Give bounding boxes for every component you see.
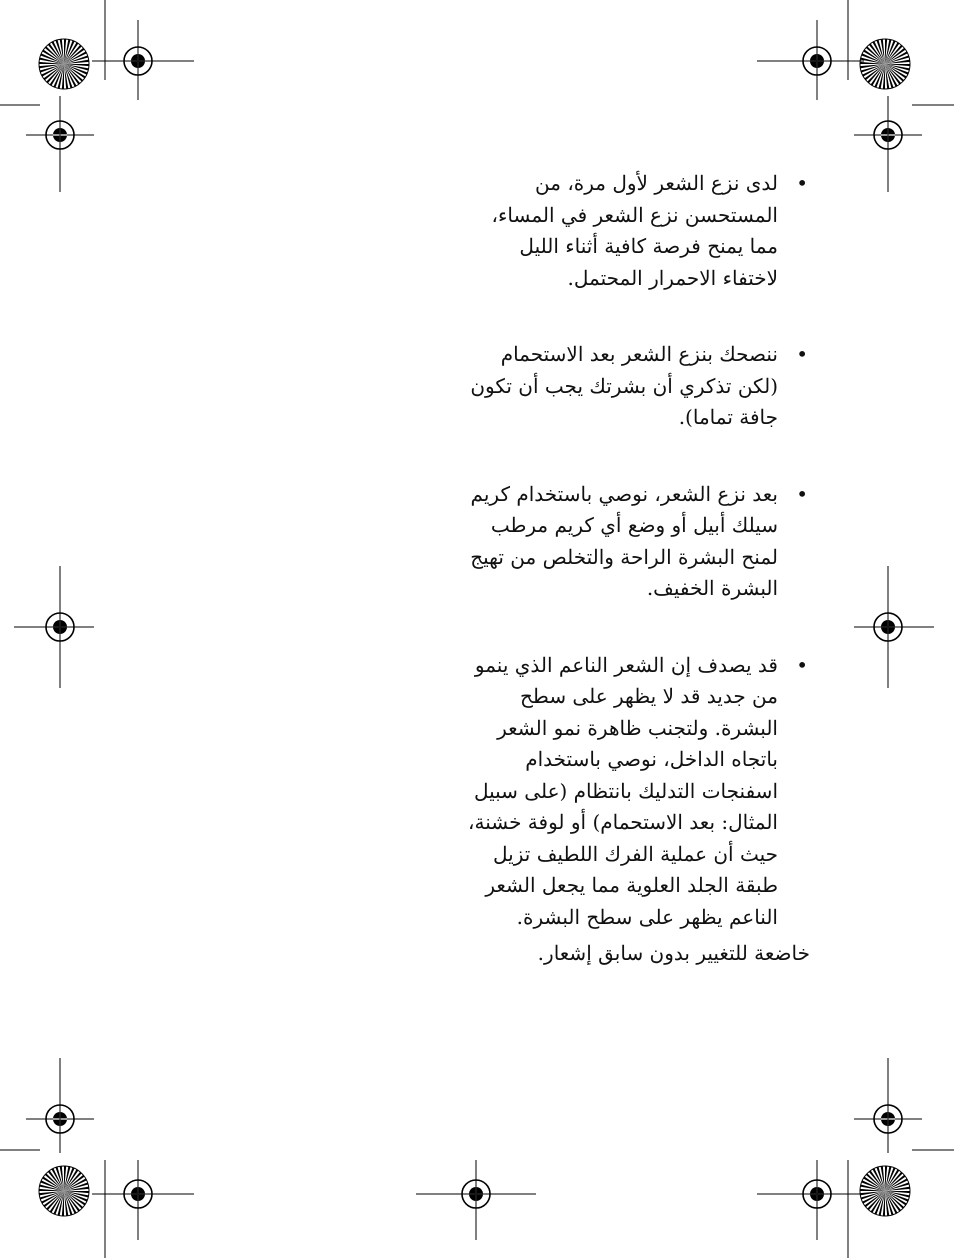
footnote: خاضعة للتغيير بدون سابق إشعار. bbox=[537, 941, 810, 965]
starburst-target-icon bbox=[39, 1166, 89, 1216]
tips-list bbox=[468, 168, 808, 933]
tips-section bbox=[468, 168, 808, 978]
paragraph-text: ننصحك بنزع الشعر بعد الاستحمام (لكن تذكري أن بشرتك يجب أن تكون جافة تماما). bbox=[470, 342, 778, 429]
list-item bbox=[468, 168, 808, 294]
paragraph-text: بعد نزع الشعر، نوصي باستخدام كريم سيلك أبيل أو وضع أي كريم مرطب لمنح البشرة الراحة والتخلص من تهيج البشرة الخفيف. bbox=[470, 481, 778, 600]
paragraph-text: لدى نزع الشعر لأول مرة، من المستحسن نزع الشعر في المساء، مما يمنح فرصة كافية أثناء الليل لاختفاء الاحمرار المحتمل. bbox=[491, 171, 778, 290]
bullet-icon: • bbox=[796, 652, 808, 677]
bullet-icon: • bbox=[796, 171, 808, 195]
starburst-target-icon bbox=[860, 39, 910, 89]
paragraph-text: قد يصدف إن الشعر الناعم الذي ينمو من جديد قد لا يظهر على سطح البشرة. ولتجنب ظاهرة نمو الشعر باتجاه الداخل، نوصي باستخدام اسفنجات التدليك بانتظام (على سبيل المثال: بعد الاستحمام) أو لوفة خشنة، حيث أن عملية الفرك اللطيف تزيل طبقة الجلد العلوية مما يجعل الشعر الناعم يظهر على سطح البشرة. bbox=[468, 652, 778, 929]
starburst-target-icon bbox=[39, 39, 89, 89]
bullet-icon: • bbox=[796, 481, 808, 506]
bullet-icon: • bbox=[796, 342, 808, 366]
list-item bbox=[468, 479, 808, 605]
list-item bbox=[468, 650, 808, 934]
starburst-target-icon bbox=[860, 1166, 910, 1216]
list-item bbox=[468, 339, 808, 434]
